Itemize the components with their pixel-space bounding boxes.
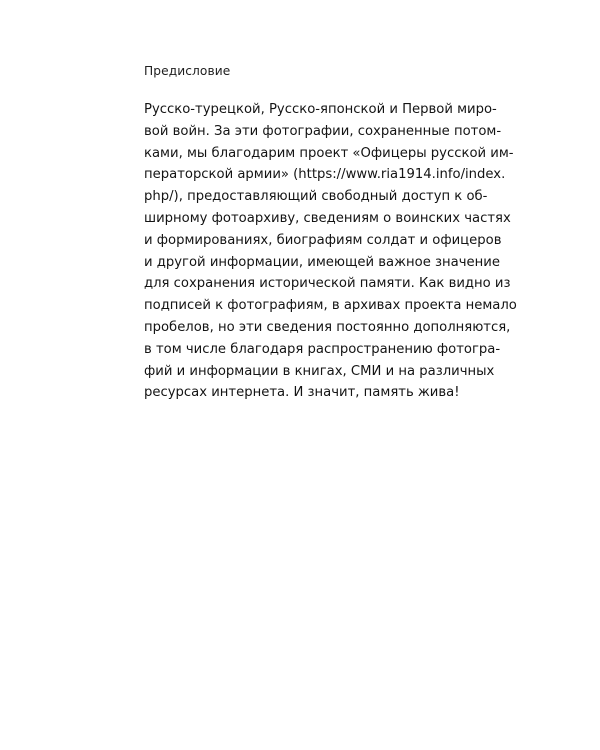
text-line: ресурсах интернета. И значит, память жива! xyxy=(144,385,460,401)
body-paragraph xyxy=(144,99,517,404)
text-line: подписей к фотографиям, в архивах проекта немало xyxy=(144,298,517,314)
text-line: пробелов, но эти сведения постоянно дополняются, xyxy=(144,319,511,335)
text-line: ками, мы благодарим проект «Офицеры русской им- xyxy=(144,145,514,161)
text-line: php/), предоставляющий свободный доступ к об- xyxy=(144,189,488,205)
text-line: вой войн. За эти фотографии, сохраненные потом- xyxy=(144,123,502,139)
text-line: и другой информации, имеющей важное значение xyxy=(144,254,500,270)
text-line: ширному фотоархиву, сведениям о воинских частях xyxy=(144,210,511,226)
text-line: фий и информации в книгах, СМИ и на различных xyxy=(144,363,495,379)
text-line: Русско-турецкой, Русско-японской и Первой миро- xyxy=(144,102,497,117)
running-header: Предисловие xyxy=(144,64,231,78)
text-line: и формированиях, биографиям солдат и офицеров xyxy=(144,232,502,248)
text-line: в том числе благодаря распространению фотогра- xyxy=(144,341,501,357)
text-line: ператорской армии» (https://www.ria1914.info/index. xyxy=(144,167,506,183)
text-line: для сохранения исторической памяти. Как видно из xyxy=(144,276,511,292)
